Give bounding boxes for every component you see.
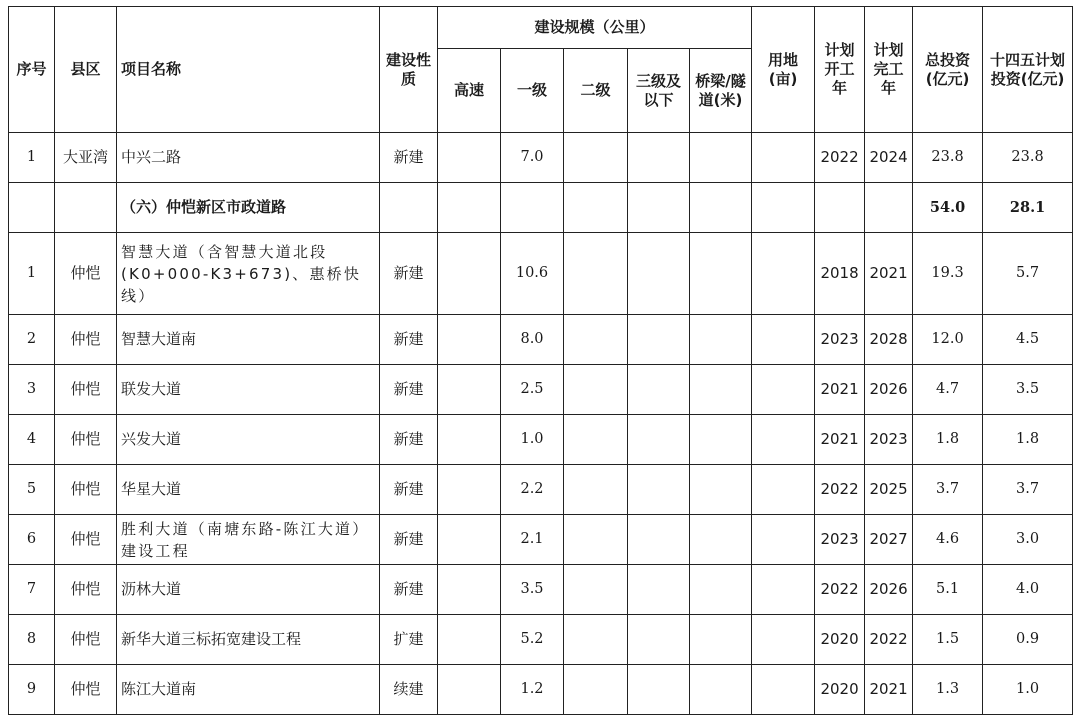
cell-plan: 3.7 — [983, 465, 1073, 515]
cell-grade1: 8.0 — [501, 315, 564, 365]
header-end-year: 计划完工年 — [865, 7, 913, 133]
cell-start-year: 2020 — [815, 665, 865, 715]
cell-county: 仲恺 — [55, 465, 117, 515]
cell-grade1: 5.2 — [501, 615, 564, 665]
cell-highway — [438, 465, 501, 515]
cell-nature: 续建 — [380, 665, 438, 715]
cell-end-year: 2026 — [865, 365, 913, 415]
cell-bridge — [690, 465, 752, 515]
cell-nature: 扩建 — [380, 615, 438, 665]
cell-bridge — [690, 365, 752, 415]
cell-seq: 3 — [9, 365, 55, 415]
cell-end-year: 2023 — [865, 415, 913, 465]
cell-start-year: 2022 — [815, 133, 865, 183]
cell-highway — [438, 565, 501, 615]
cell-total: 23.8 — [913, 133, 983, 183]
cell-empty — [752, 183, 815, 233]
cell-grade3 — [628, 665, 690, 715]
cell-land — [752, 365, 815, 415]
cell-total: 4.7 — [913, 365, 983, 415]
cell-grade3 — [628, 565, 690, 615]
cell-seq: 1 — [9, 133, 55, 183]
cell-grade1: 2.1 — [501, 515, 564, 565]
cell-grade2 — [564, 365, 628, 415]
cell-land — [752, 515, 815, 565]
table-row — [9, 515, 1073, 565]
cell-plan: 0.9 — [983, 615, 1073, 665]
cell-highway — [438, 615, 501, 665]
header-grade3: 三级及以下 — [628, 49, 690, 133]
cell-total: 1.8 — [913, 415, 983, 465]
header-scale: 建设规模（公里） — [438, 7, 752, 49]
cell-nature: 新建 — [380, 315, 438, 365]
cell-project-name: 胜利大道（南塘东路-陈江大道）建设工程 — [117, 515, 380, 565]
cell-grade3 — [628, 315, 690, 365]
cell-county: 仲恺 — [55, 515, 117, 565]
cell-end-year: 2021 — [865, 233, 913, 315]
cell-highway — [438, 665, 501, 715]
table-row — [9, 133, 1073, 183]
section-plan: 28.1 — [983, 183, 1073, 233]
cell-county: 仲恺 — [55, 615, 117, 665]
cell-grade3 — [628, 615, 690, 665]
cell-bridge — [690, 665, 752, 715]
cell-grade2 — [564, 665, 628, 715]
header-grade2: 二级 — [564, 49, 628, 133]
cell-project-name: 中兴二路 — [117, 133, 380, 183]
cell-land — [752, 615, 815, 665]
cell-project-name: 联发大道 — [117, 365, 380, 415]
cell-bridge — [690, 415, 752, 465]
cell-empty — [865, 183, 913, 233]
project-table-sheet — [8, 6, 1072, 712]
table-row — [9, 615, 1073, 665]
table-row — [9, 233, 1073, 315]
cell-grade2 — [564, 515, 628, 565]
cell-highway — [438, 515, 501, 565]
cell-land — [752, 665, 815, 715]
cell-end-year: 2022 — [865, 615, 913, 665]
cell-grade3 — [628, 365, 690, 415]
header-145-plan-investment: 十四五计划投资(亿元) — [983, 7, 1073, 133]
cell-empty — [9, 183, 55, 233]
header-project-name: 项目名称 — [117, 7, 380, 133]
cell-seq: 4 — [9, 415, 55, 465]
cell-start-year: 2023 — [815, 515, 865, 565]
cell-start-year: 2018 — [815, 233, 865, 315]
cell-grade3 — [628, 515, 690, 565]
cell-start-year: 2023 — [815, 315, 865, 365]
cell-start-year: 2022 — [815, 465, 865, 515]
header-seq: 序号 — [9, 7, 55, 133]
cell-bridge — [690, 615, 752, 665]
cell-grade2 — [564, 133, 628, 183]
cell-land — [752, 315, 815, 365]
cell-empty — [628, 183, 690, 233]
cell-nature: 新建 — [380, 365, 438, 415]
cell-grade2 — [564, 465, 628, 515]
cell-land — [752, 415, 815, 465]
cell-nature: 新建 — [380, 565, 438, 615]
cell-start-year: 2021 — [815, 415, 865, 465]
road-project-table — [8, 6, 1073, 715]
cell-end-year: 2026 — [865, 565, 913, 615]
cell-county: 仲恺 — [55, 665, 117, 715]
header-grade1: 一级 — [501, 49, 564, 133]
cell-grade1: 2.2 — [501, 465, 564, 515]
cell-county: 大亚湾 — [55, 133, 117, 183]
cell-county: 仲恺 — [55, 415, 117, 465]
table-row — [9, 565, 1073, 615]
cell-county: 仲恺 — [55, 565, 117, 615]
cell-project-name: 智慧大道（含智慧大道北段(K0+000-K3+673)、惠桥快线） — [117, 233, 380, 315]
cell-highway — [438, 415, 501, 465]
cell-empty — [564, 183, 628, 233]
cell-seq: 1 — [9, 233, 55, 315]
cell-plan: 3.0 — [983, 515, 1073, 565]
table-header — [9, 7, 1073, 133]
cell-highway — [438, 233, 501, 315]
cell-end-year: 2027 — [865, 515, 913, 565]
cell-grade2 — [564, 315, 628, 365]
table-row — [9, 415, 1073, 465]
cell-empty — [501, 183, 564, 233]
cell-plan: 3.5 — [983, 365, 1073, 415]
cell-bridge — [690, 315, 752, 365]
cell-grade1: 1.0 — [501, 415, 564, 465]
cell-end-year: 2028 — [865, 315, 913, 365]
cell-nature: 新建 — [380, 515, 438, 565]
cell-plan: 4.5 — [983, 315, 1073, 365]
cell-grade1: 7.0 — [501, 133, 564, 183]
table-row — [9, 365, 1073, 415]
cell-total: 5.1 — [913, 565, 983, 615]
cell-seq: 2 — [9, 315, 55, 365]
section-total: 54.0 — [913, 183, 983, 233]
cell-plan: 1.0 — [983, 665, 1073, 715]
cell-plan: 5.7 — [983, 233, 1073, 315]
cell-total: 1.5 — [913, 615, 983, 665]
cell-start-year: 2020 — [815, 615, 865, 665]
cell-grade2 — [564, 415, 628, 465]
cell-grade2 — [564, 565, 628, 615]
cell-end-year: 2024 — [865, 133, 913, 183]
cell-end-year: 2021 — [865, 665, 913, 715]
cell-project-name: 华星大道 — [117, 465, 380, 515]
cell-grade3 — [628, 465, 690, 515]
cell-grade1: 10.6 — [501, 233, 564, 315]
cell-seq: 7 — [9, 565, 55, 615]
cell-nature: 新建 — [380, 465, 438, 515]
cell-project-name: 沥林大道 — [117, 565, 380, 615]
cell-grade2 — [564, 615, 628, 665]
cell-land — [752, 133, 815, 183]
cell-bridge — [690, 515, 752, 565]
cell-bridge — [690, 133, 752, 183]
table-body — [9, 133, 1073, 715]
cell-project-name: 陈江大道南 — [117, 665, 380, 715]
cell-bridge — [690, 565, 752, 615]
cell-county: 仲恺 — [55, 233, 117, 315]
cell-seq: 8 — [9, 615, 55, 665]
cell-total: 19.3 — [913, 233, 983, 315]
cell-grade2 — [564, 233, 628, 315]
cell-grade3 — [628, 233, 690, 315]
cell-start-year: 2021 — [815, 365, 865, 415]
cell-bridge — [690, 233, 752, 315]
header-total-investment: 总投资(亿元) — [913, 7, 983, 133]
cell-nature: 新建 — [380, 233, 438, 315]
cell-total: 1.3 — [913, 665, 983, 715]
cell-empty — [690, 183, 752, 233]
header-land: 用地(亩) — [752, 7, 815, 133]
header-highway: 高速 — [438, 49, 501, 133]
cell-grade1: 2.5 — [501, 365, 564, 415]
cell-empty — [815, 183, 865, 233]
header-start-year: 计划开工年 — [815, 7, 865, 133]
table-row — [9, 315, 1073, 365]
cell-seq: 5 — [9, 465, 55, 515]
cell-empty — [380, 183, 438, 233]
cell-highway — [438, 365, 501, 415]
cell-grade3 — [628, 415, 690, 465]
cell-project-name: 智慧大道南 — [117, 315, 380, 365]
cell-start-year: 2022 — [815, 565, 865, 615]
cell-total: 4.6 — [913, 515, 983, 565]
header-county: 县区 — [55, 7, 117, 133]
cell-project-name: 新华大道三标拓宽建设工程 — [117, 615, 380, 665]
cell-highway — [438, 133, 501, 183]
cell-total: 12.0 — [913, 315, 983, 365]
cell-total: 3.7 — [913, 465, 983, 515]
cell-county: 仲恺 — [55, 315, 117, 365]
cell-nature: 新建 — [380, 133, 438, 183]
table-row — [9, 665, 1073, 715]
header-bridge-tunnel: 桥梁/隧道(米) — [690, 49, 752, 133]
cell-end-year: 2025 — [865, 465, 913, 515]
cell-land — [752, 233, 815, 315]
section-row — [9, 183, 1073, 233]
section-title: （六）仲恺新区市政道路 — [117, 183, 380, 233]
header-nature: 建设性质 — [380, 7, 438, 133]
table-row — [9, 465, 1073, 515]
cell-plan: 4.0 — [983, 565, 1073, 615]
cell-project-name: 兴发大道 — [117, 415, 380, 465]
cell-land — [752, 565, 815, 615]
cell-grade3 — [628, 133, 690, 183]
cell-highway — [438, 315, 501, 365]
cell-plan: 1.8 — [983, 415, 1073, 465]
cell-plan: 23.8 — [983, 133, 1073, 183]
cell-county: 仲恺 — [55, 365, 117, 415]
cell-grade1: 3.5 — [501, 565, 564, 615]
cell-seq: 9 — [9, 665, 55, 715]
cell-land — [752, 465, 815, 515]
cell-empty — [438, 183, 501, 233]
cell-nature: 新建 — [380, 415, 438, 465]
cell-seq: 6 — [9, 515, 55, 565]
cell-empty — [55, 183, 117, 233]
cell-grade1: 1.2 — [501, 665, 564, 715]
